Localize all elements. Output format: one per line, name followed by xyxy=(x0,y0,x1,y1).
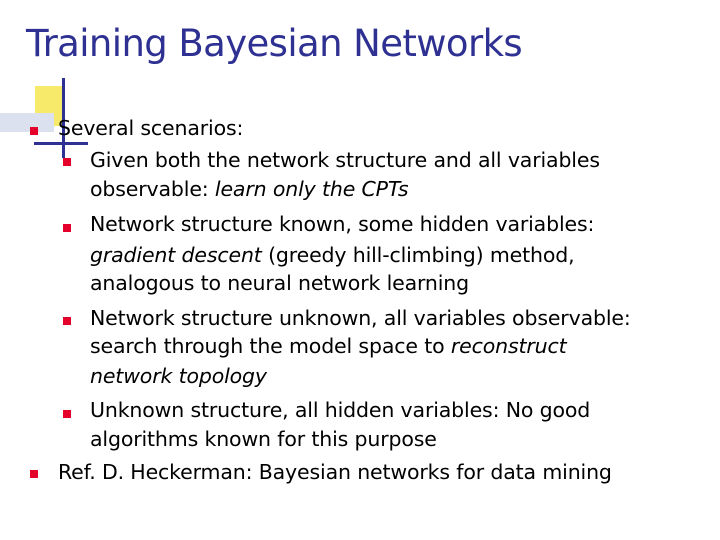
sub-bullet-2-line-3: analogous to neural network learning xyxy=(90,271,469,295)
emphasis-text: learn only the CPTs xyxy=(214,177,409,201)
sub-bullet-marker xyxy=(63,317,71,325)
bullet-scenarios: Several scenarios: xyxy=(58,116,244,140)
text-fragment: search through the model space to xyxy=(90,334,451,358)
text-fragment: (greedy hill-climbing) method, xyxy=(261,243,575,267)
bullet-marker xyxy=(30,127,38,135)
sub-bullet-3-line-3: network topology xyxy=(90,364,267,388)
sub-bullet-3-line-2 xyxy=(90,334,567,358)
sub-bullet-marker xyxy=(63,158,71,166)
sub-bullet-marker xyxy=(63,410,71,418)
sub-bullet-1-line-2 xyxy=(90,177,408,201)
sub-bullet-1-line-1: Given both the network structure and all variables xyxy=(90,148,600,172)
bullet-reference: Ref. D. Heckerman: Bayesian networks for data mining xyxy=(58,460,612,484)
accent-horizontal-line xyxy=(34,142,88,145)
slide-title: Training Bayesian Networks xyxy=(26,22,523,65)
accent-light-block xyxy=(0,113,54,132)
emphasis-text: gradient descent xyxy=(90,243,262,267)
sub-bullet-4-line-2: algorithms known for this purpose xyxy=(90,427,437,451)
sub-bullet-4-line-1: Unknown structure, all hidden variables: No good xyxy=(90,398,591,422)
emphasis-text: reconstruct xyxy=(450,334,567,358)
bullet-marker xyxy=(30,470,38,478)
sub-bullet-2-line-2 xyxy=(90,243,574,267)
sub-bullet-2-line-1: Network structure known, some hidden variables: xyxy=(90,212,595,236)
sub-bullet-marker xyxy=(63,224,71,232)
text-fragment: observable: xyxy=(90,177,215,201)
sub-bullet-3-line-1: Network structure unknown, all variables observable: xyxy=(90,306,631,330)
